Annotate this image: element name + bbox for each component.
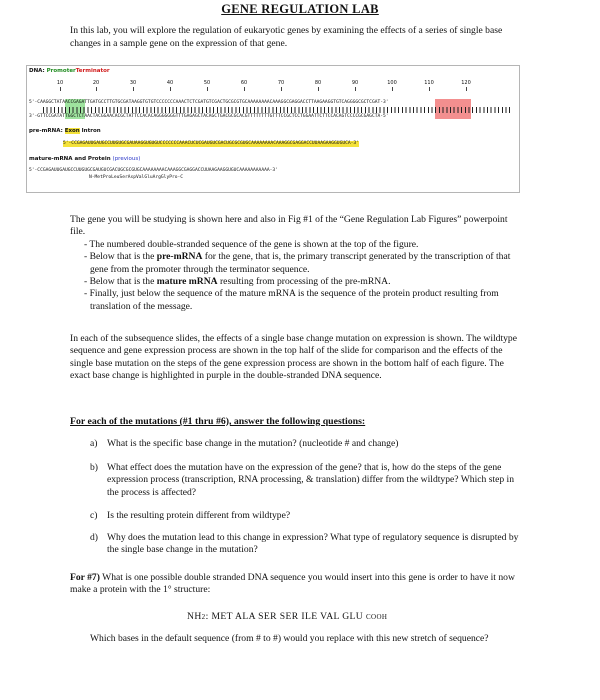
question-text: What effect does the mutation have on the expression of the gene? that is, how do the steps of the gene expression process (transcription, RNA processing, & translation) differ from the wildtype? Which step in the process is affected?	[107, 462, 515, 498]
promoter-label: Promoter	[46, 68, 76, 74]
premrna-label-row	[29, 128, 101, 134]
dna-top-strand: 5'-CAAGGCTATAACCGAGATTGATGCCTTGTGCGATAAGGTGTGTCCCCCCCAAACTCTCGATGTCGACTGCGCGTGCAAAAAAAACAAAGGCGAGGACCTTAAGAAGGTGTCAGGGGCGCTCGAT-3'	[29, 100, 389, 105]
bullet-item: - Below that is the pre-mRNA for the gene, that is, the primary transcript generated by the transcription of that gene from the promoter through the terminator sequence.	[84, 251, 511, 275]
intro-paragraph: In this lab, you will explore the regulation of eukaryotic genes by examining the effects of a series of single base changes in a sample gene on the expression of that gene.	[70, 25, 503, 49]
question-7	[70, 572, 522, 597]
mature-mrna-sequence: 5'-CCGAGAUUGAUGCCUUGUGCGAUGUCGACUGCGCGUGCAAAAAAAACAAAGGCGAGGACCUUAAGAAGGUGUCAAAAAAAAAAA-3'	[29, 168, 278, 173]
dna-label: DNA:	[29, 68, 45, 74]
question-letter: b)	[90, 462, 98, 473]
dna-bottom-strand: 3'-GTTCCGATATTGGCTCTAACTACGGAACACGCTATTCCACACAGGGGGGGTTTGAGAGCTACAGCTGACGCGCACGTTTTTTTTGTTTCCGCTCCTGGAATTCTTCCACAGTCCCCGCGAGCTA-5'	[29, 114, 389, 119]
intron-label: Intron	[81, 128, 101, 134]
ruler-tick: 70	[277, 80, 285, 86]
ruler-tick: 30	[129, 80, 137, 86]
ruler-tick: 10	[56, 80, 64, 86]
question-letter: c)	[90, 510, 98, 521]
dna-label-row	[29, 68, 110, 74]
bullet-item: - Below that is the mature mRNA resulting from processing of the pre-mRNA.	[84, 276, 391, 288]
question-item	[90, 532, 520, 557]
ruler-tick: 60	[240, 80, 248, 86]
question-item	[90, 438, 520, 450]
question-text: Why does the mutation lead to this change in expression? What type of regulatory sequence is disrupted by the single base change in the mutation?	[107, 532, 519, 556]
ruler-tick: 40	[166, 80, 174, 86]
ruler-tick: 110	[424, 80, 434, 86]
terminator-label: Terminator	[75, 68, 110, 74]
mutation-description-paragraph: In each of the subsequence slides, the effects of a single base change mutation on expression is shown. The wildtype sequence and gene expression process are shown in the top half of the slide for comparison and the effects of the single base mutation on the steps of the gene expression process are shown in the bottom half of each figure. The exact base change is highlighted in purple in the double-stranded DNA sequence.	[70, 333, 517, 382]
position-ruler	[45, 80, 515, 92]
question-item	[90, 462, 520, 499]
description-block	[70, 214, 522, 313]
protein-sequence: N-MetProLeuSerAspValGluArgGlyPro-C	[89, 175, 184, 180]
base-pair-lines	[43, 107, 513, 113]
question-text: What is the specific base change in the mutation? (nucleotide # and change)	[107, 438, 399, 449]
page-title: GENE REGULATION LAB	[221, 2, 379, 16]
question-text: Is the resulting protein different from wildtype?	[107, 510, 291, 521]
question-7-text: What is one possible double stranded DNA sequence you would insert into this gene is order to have it now make a protein with the 1° structure:	[70, 572, 515, 596]
previous-label: (previous)	[112, 156, 141, 162]
ruler-tick: 80	[314, 80, 322, 86]
question-7-label: For #7)	[70, 572, 100, 583]
exon-label: Exon	[64, 128, 80, 134]
description-paragraph: The gene you will be studying is shown here and also in Fig #1 of the “Gene Regulation Lab Figures” powerpoint file.	[70, 214, 508, 238]
target-protein-structure: NH2: MET ALA SER SER ILE VAL GLU COOH	[187, 611, 388, 622]
bullet-item: - Finally, just below the sequence of the mature mRNA is the sequence of the protein product resulting from translation of the message.	[84, 288, 499, 312]
question-7-followup: Which bases in the default sequence (from # to #) would you replace with this new stretch of sequence?	[90, 633, 489, 644]
question-letter: a)	[90, 438, 98, 449]
ruler-tick: 20	[92, 80, 100, 86]
mature-label-row	[29, 156, 140, 162]
premrna-sequence: 5'-CCGAGAUUGAUGCCUUGUGCGAUAAGGUGUGUCCCCCCCAAACUCUCGAUGUCGACUGCGCGUGCAAAAAAAACAAAGGCGAGGACCUUAAGAAGGUGUCA-3'	[63, 141, 359, 146]
mature-mrna-label: mature-mRNA and Protein	[29, 156, 111, 162]
gene-figure	[26, 65, 520, 193]
question-item	[90, 510, 520, 522]
question-letter: d)	[90, 532, 98, 543]
ruler-tick: 90	[351, 80, 359, 86]
premrna-label: pre-mRNA:	[29, 128, 63, 134]
ruler-tick: 50	[203, 80, 211, 86]
bullet-item: - The numbered double-stranded sequence of the gene is shown at the top of the figure.	[84, 238, 419, 250]
questions-heading: For each of the mutations (#1 thru #6), answer the following questions:	[70, 416, 366, 427]
ruler-tick: 100	[387, 80, 397, 86]
ruler-tick: 120	[461, 80, 471, 86]
